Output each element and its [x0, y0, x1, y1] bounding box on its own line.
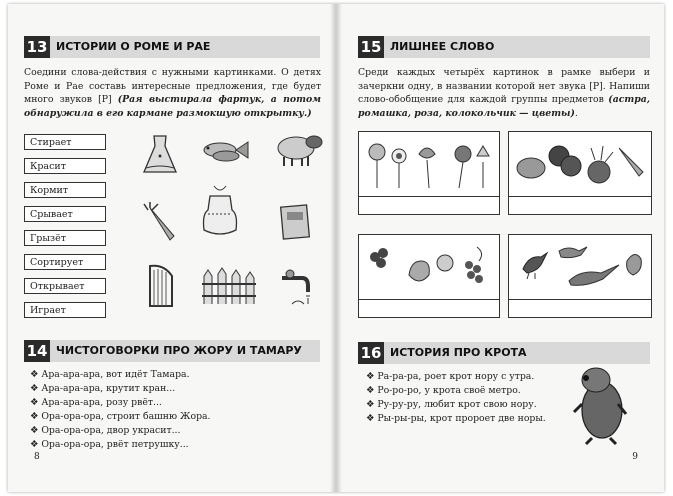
list-item: ❖ Ара-ара-ара, крутит кран... — [30, 383, 176, 394]
section-title: ЛИШНЕЕ СЛОВО — [390, 40, 495, 53]
list-item: ❖ Ара-ара-ара, вот идёт Тамара. — [30, 369, 190, 380]
section-15-instructions: Среди каждых четырёх картинок в рамке выбери и зачеркни одну, в названии которой нет звука [Р]. Напиши слово-обобщение для каждой группы предметов (астра, ромашка, роза, колокольчик — цветы). — [358, 67, 650, 119]
section-number: 15 — [358, 36, 384, 58]
verb-box[interactable]: Кормит — [24, 182, 106, 198]
verb-box[interactable]: Открывает — [24, 278, 106, 294]
workbook-spread — [8, 4, 664, 492]
list-item: ❖ Ра-ра-ра, роет крот нору с утра. — [366, 371, 535, 382]
list-item: ❖ Ора-ора-ора, рвёт петрушку... — [30, 439, 189, 450]
list-item: ❖ Ру-ру-ру, любит крот свою нору. — [366, 399, 537, 410]
sheep-icon[interactable] — [270, 130, 326, 170]
answer-line[interactable] — [509, 299, 651, 317]
list-item: ❖ Ара-ара-ара, розу рвёт... — [30, 397, 162, 408]
dress-icon[interactable] — [138, 134, 182, 176]
list-item: ❖ Ора-ора-ора, строит башню Жора. — [30, 411, 211, 422]
verb-box[interactable]: Красит — [24, 158, 106, 174]
tongue-twister-list — [366, 370, 566, 426]
verb-box[interactable]: Срывает — [24, 206, 106, 222]
verb-box[interactable]: Грызёт — [24, 230, 106, 246]
left-page — [8, 4, 336, 492]
section-title: ИСТОРИЯ ПРО КРОТА — [390, 346, 527, 359]
section-number: 16 — [358, 342, 384, 364]
picture-box-fruits[interactable] — [358, 234, 500, 318]
verb-box[interactable]: Сортирует — [24, 254, 106, 270]
tongue-twister-list — [30, 368, 320, 452]
flowers-icon — [359, 132, 499, 194]
mole-icon — [568, 364, 632, 446]
book-spine — [330, 4, 342, 492]
list-item: ❖ Ора-ора-ора, двор украсит... — [30, 425, 181, 436]
verb-box[interactable]: Играет — [24, 302, 106, 318]
birds-icon — [509, 235, 651, 297]
fruits-icon — [359, 235, 499, 297]
picture-box-flowers[interactable] — [358, 131, 500, 215]
list-item: ❖ Ро-ро-ро, у крота своё метро. — [366, 385, 521, 396]
picture-box-vegetables[interactable] — [508, 131, 652, 215]
page-number: 8 — [34, 452, 40, 462]
section-title: ИСТОРИИ О РОМЕ И РАЕ — [56, 40, 211, 53]
fence-icon[interactable] — [200, 266, 256, 306]
postcard-icon[interactable] — [278, 202, 314, 242]
section-title: ЧИСТОГОВОРКИ ПРО ЖОРУ И ТАМАРУ — [56, 344, 302, 357]
answer-line[interactable] — [509, 196, 651, 214]
section-16-header — [358, 342, 650, 364]
list-item: ❖ Ры-ры-ры, крот пророет две норы. — [366, 413, 546, 424]
section-13-instructions: Соедини слова-действия с нужными картинками. О детях Роме и Рае составь интересные предложения, где будет много звуков [Р] (Рая выстирала фартук, а потом обнаружила в его кармане размокшую открытку.) — [24, 67, 321, 119]
verb-box[interactable]: Стирает — [24, 134, 106, 150]
vegetables-icon — [509, 132, 651, 194]
fish-icon[interactable] — [198, 136, 252, 166]
right-page — [336, 4, 664, 492]
answer-line[interactable] — [359, 196, 499, 214]
answer-line[interactable] — [359, 299, 499, 317]
section-13-header — [24, 36, 320, 58]
section-15-header — [358, 36, 650, 58]
harp-icon[interactable] — [144, 262, 178, 308]
section-number: 13 — [24, 36, 50, 58]
picture-box-birds[interactable] — [508, 234, 652, 318]
carrot-icon[interactable] — [142, 202, 182, 246]
page-number: 9 — [632, 452, 638, 462]
apron-icon[interactable] — [198, 184, 242, 240]
section-14-header — [24, 340, 320, 362]
faucet-icon[interactable] — [276, 268, 316, 308]
section-number: 14 — [24, 340, 50, 362]
